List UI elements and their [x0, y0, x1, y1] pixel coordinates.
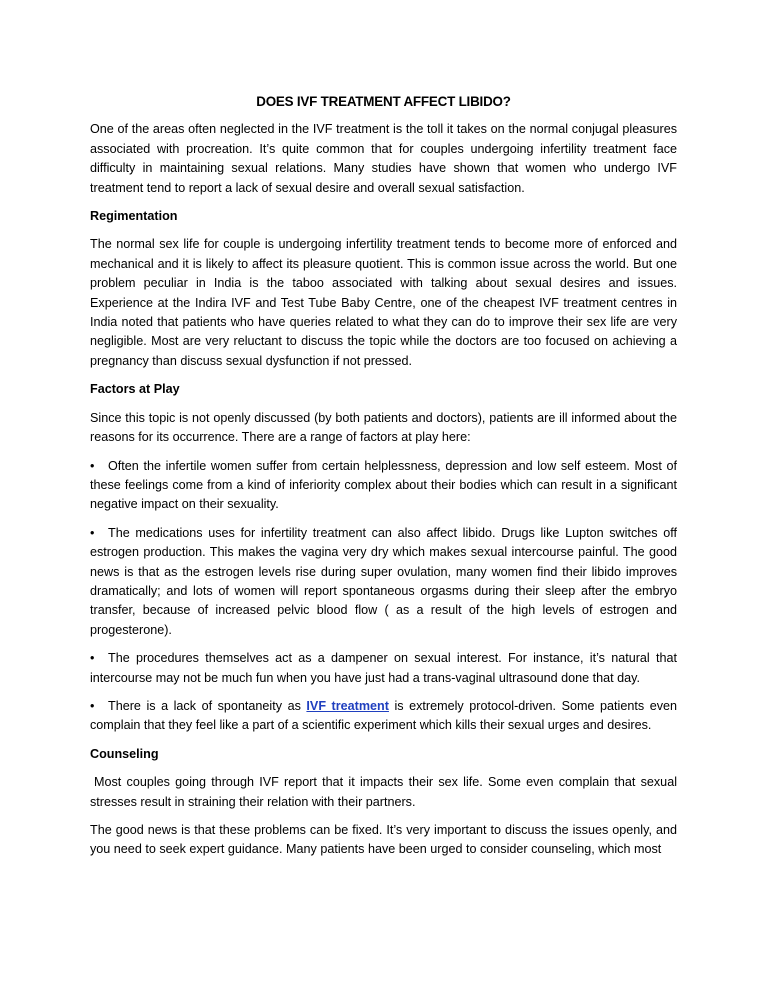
bullet-item-4: [90, 697, 677, 736]
bullet-icon: •: [90, 698, 95, 713]
ivf-treatment-link[interactable]: IVF treatment: [306, 698, 389, 713]
bullet-item-2: [90, 524, 677, 640]
intro-paragraph: One of the areas often neglected in the IVF treatment is the toll it takes on the normal conjugal pleasures associated with procreation. It’s quite common that for couples undergoing infertility treatment face difficulty in maintaining sexual relations. Many studies have shown that women who undergo IVF treatment tend to report a lack of sexual desire and overall sexual satisfaction.: [90, 122, 677, 195]
bullet-text: The procedures themselves act as a dampener on sexual interest. For instance, it’s natural that intercourse may not be much fun when you have just had a trans-vaginal ultrasound done that day.: [90, 651, 677, 685]
counseling-paragraph-2: The good news is that these problems can be fixed. It’s very important to discuss the issues openly, and you need to seek expert guidance. Many patients have been urged to consider counseling, which most: [90, 823, 677, 857]
section-heading-counseling: Counseling: [90, 746, 159, 761]
bullet-item-3: [90, 649, 677, 688]
document-title: DOES IVF TREATMENT AFFECT LIBIDO?: [256, 94, 511, 109]
bullet-text: Often the infertile women suffer from certain helplessness, depression and low self esteem. Most of these feelings come from a kind of inferiority complex about their bodies which can result in a significant negative impact on their sexuality.: [90, 458, 677, 512]
section-heading-factors: Factors at Play: [90, 382, 180, 397]
bullet-icon: •: [90, 458, 95, 473]
document-page: [90, 92, 677, 869]
bullet-icon: •: [90, 651, 95, 666]
bullet-text-before-link: There is a lack of spontaneity as: [108, 698, 307, 713]
bullet-text: The medications uses for infertility treatment can also affect libido. Drugs like Lupton switches off estrogen production. This makes the vagina very dry which makes sexual intercourse painful. The good news is that as the estrogen levels rise during super ovulation, many women find their libido improves dramatically; and lots of women will report spontaneous orgasms during their sleep after the embryo transfer, because of increased pelvic blood flow ( as a result of the high levels of estrogen and progesterone).: [90, 525, 677, 637]
bullet-item-1: [90, 457, 677, 515]
section-heading-regimentation: Regimentation: [90, 209, 178, 224]
regimentation-paragraph: The normal sex life for couple is undergoing infertility treatment tends to become more of enforced and mechanical and it is likely to affect its pleasure quotient. This is common issue across the world. But one problem peculiar in India is the taboo associated with talking about sexual desires and issues. Experience at the Indira IVF and Test Tube Baby Centre, one of the cheapest IVF treatment centres in India noted that patients who have queries related to what they can do to improve their sex life are very negligible. Most are very reluctant to discuss the topic while the doctors are too focused on achieving a pregnancy than discuss sexual dysfunction if not pressed.: [90, 237, 677, 368]
counseling-paragraph-1: Most couples going through IVF report that it impacts their sex life. Some even complain that sexual stresses result in straining their relation with their partners.: [90, 775, 677, 809]
bullet-icon: •: [90, 525, 95, 540]
factors-intro-paragraph: Since this topic is not openly discussed (by both patients and doctors), patients are ill informed about the reasons for its occurrence. There are a range of factors at play here:: [90, 410, 677, 445]
bullet-text-after-link: is extremely protocol-driven. Some patients even complain that they feel like a part of a scientific experiment which kills their sexual urges and desires.: [90, 698, 678, 733]
